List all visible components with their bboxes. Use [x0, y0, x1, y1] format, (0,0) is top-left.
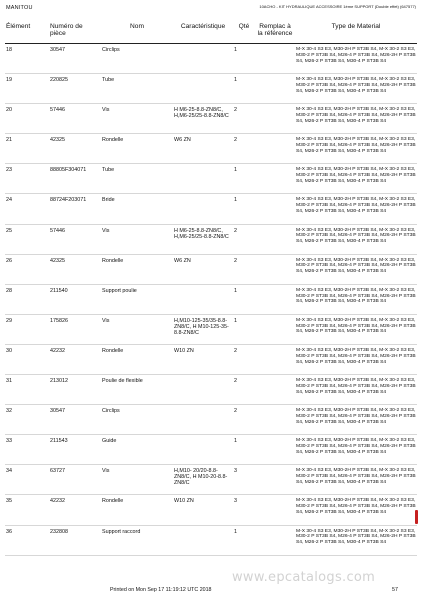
- cell-material-type: M-X 30-4 S3 E3, M30-2H P ST3B S4, M-X 30-2 S3 E3, M30-2 P ST3B S4, M26-4 P ST3B S4, M26-2H P ST3B S4, M26-2 P ST3B S4, M30-4 P ST3B S4: [295, 104, 417, 134]
- cell-replacement: [255, 465, 295, 495]
- cell-name: Circlips: [101, 44, 173, 74]
- cell-part-number: 63727: [49, 465, 101, 495]
- cell-element: 28: [5, 284, 49, 314]
- cell-quantity: 1: [233, 194, 255, 224]
- cell-element: 23: [5, 164, 49, 194]
- cell-replacement: [255, 194, 295, 224]
- cell-replacement: [255, 284, 295, 314]
- table-row: [5, 314, 417, 344]
- table-row: [5, 495, 417, 525]
- cell-material-type: M-X 30-4 S3 E3, M30-2H P ST3B S4, M-X 30-2 S3 E3, M30-2 P ST3B S4, M26-4 P ST3B S4, M26-2H P ST3B S4, M26-2 P ST3B S4, M30-4 P ST3B S4: [295, 284, 417, 314]
- cell-name: Rondelle: [101, 134, 173, 164]
- cell-quantity: 3: [233, 465, 255, 495]
- cell-element: 34: [5, 465, 49, 495]
- cell-material-type: M-X 30-4 S3 E3, M30-2H P ST3B S4, M-X 30-2 S3 E3, M30-2 P ST3B S4, M26-4 P ST3B S4, M26-2H P ST3B S4, M26-2 P ST3B S4, M30-4 P ST3B S4: [295, 375, 417, 405]
- table-row: [5, 194, 417, 224]
- brand-name: MANITOU: [6, 5, 33, 11]
- cell-characteristic: W10 ZN: [173, 344, 233, 374]
- cell-material-type: M-X 30-4 S3 E3, M30-2H P ST3B S4, M-X 30-2 S3 E3, M30-2 P ST3B S4, M26-4 P ST3B S4, M26-2H P ST3B S4, M26-2 P ST3B S4, M30-4 P ST3B S4: [295, 495, 417, 525]
- cell-element: 26: [5, 254, 49, 284]
- printed-date: Printed on Mon Sep 17 11:19:12 UTC 2018: [110, 587, 212, 593]
- cell-material-type: M-X 30-4 S3 E3, M30-2H P ST3B S4, M-X 30-2 S3 E3, M30-2 P ST3B S4, M26-4 P ST3B S4, M26-2H P ST3B S4, M26-2 P ST3B S4, M30-4 P ST3B S4: [295, 465, 417, 495]
- cell-characteristic: W6 ZN: [173, 134, 233, 164]
- table-row: [5, 224, 417, 254]
- cell-quantity: 2: [233, 104, 255, 134]
- cell-part-number: 42325: [49, 134, 101, 164]
- cell-quantity: 2: [233, 344, 255, 374]
- cell-characteristic: [173, 525, 233, 555]
- cell-characteristic: H M6-25-8.8-ZN8/C, H,M6-25/25-8.8-ZN8/C: [173, 104, 233, 134]
- cell-name: Rondelle: [101, 254, 173, 284]
- table-row: [5, 525, 417, 555]
- column-header-part-number: Numéro de pièce: [49, 20, 101, 44]
- page-footer: [0, 585, 422, 599]
- cell-quantity: 3: [233, 495, 255, 525]
- cell-part-number: 42232: [49, 344, 101, 374]
- cell-element: 25: [5, 224, 49, 254]
- cell-part-number: 220825: [49, 74, 101, 104]
- cell-part-number: 232808: [49, 525, 101, 555]
- cell-element: 21: [5, 134, 49, 164]
- cell-characteristic: W6 ZN: [173, 254, 233, 284]
- cell-element: 24: [5, 194, 49, 224]
- document-title: 10ACHO - KIT HYDRAULIQUE ACCESSOIRE 1ème SUPPORT (Double effet) (647577): [259, 4, 416, 9]
- cell-characteristic: W10 ZN: [173, 495, 233, 525]
- cell-quantity: 1: [233, 314, 255, 344]
- cell-name: Rondelle: [101, 495, 173, 525]
- table-row: [5, 375, 417, 405]
- page-edge-marker: [415, 510, 418, 524]
- cell-name: Rondelle: [101, 344, 173, 374]
- cell-characteristic: [173, 74, 233, 104]
- cell-element: 31: [5, 375, 49, 405]
- table-row: [5, 74, 417, 104]
- cell-part-number: 42232: [49, 495, 101, 525]
- cell-part-number: 57446: [49, 224, 101, 254]
- cell-quantity: 2: [233, 254, 255, 284]
- cell-material-type: M-X 30-4 S3 E3, M30-2H P ST3B S4, M-X 30-2 S3 E3, M30-2 P ST3B S4, M26-4 P ST3B S4, M26-2H P ST3B S4, M26-2 P ST3B S4, M30-4 P ST3B S4: [295, 405, 417, 435]
- cell-replacement: [255, 495, 295, 525]
- cell-replacement: [255, 74, 295, 104]
- cell-material-type: M-X 30-4 S3 E3, M30-2H P ST3B S4, M-X 30-2 S3 E3, M30-2 P ST3B S4, M26-4 P ST3B S4, M26-2H P ST3B S4, M26-2 P ST3B S4, M30-4 P ST3B S4: [295, 314, 417, 344]
- cell-quantity: 1: [233, 74, 255, 104]
- cell-part-number: 211543: [49, 435, 101, 465]
- cell-element: 36: [5, 525, 49, 555]
- cell-replacement: [255, 134, 295, 164]
- cell-part-number: 42325: [49, 254, 101, 284]
- cell-characteristic: [173, 435, 233, 465]
- table-row: [5, 465, 417, 495]
- table-row: [5, 104, 417, 134]
- page-number: 57: [392, 587, 398, 593]
- cell-quantity: 2: [233, 224, 255, 254]
- cell-name: Support poulie: [101, 284, 173, 314]
- header-row: [5, 20, 417, 44]
- table-row: [5, 435, 417, 465]
- cell-element: 19: [5, 74, 49, 104]
- cell-name: Tube: [101, 74, 173, 104]
- cell-element: 32: [5, 405, 49, 435]
- cell-material-type: M-X 30-4 S3 E3, M30-2H P ST3B S4, M-X 30-2 S3 E3, M30-2 P ST3B S4, M26-4 P ST3B S4, M26-2H P ST3B S4, M26-2 P ST3B S4, M30-4 P ST3B S4: [295, 525, 417, 555]
- column-header-replacement: Remplac à la référence: [255, 20, 295, 44]
- cell-replacement: [255, 525, 295, 555]
- cell-quantity: 1: [233, 525, 255, 555]
- cell-quantity: 1: [233, 164, 255, 194]
- cell-part-number: 88724F203071: [49, 194, 101, 224]
- cell-replacement: [255, 344, 295, 374]
- cell-replacement: [255, 164, 295, 194]
- watermark: www.epcatalogs.com: [232, 570, 376, 585]
- cell-material-type: M-X 30-4 S3 E3, M30-2H P ST3B S4, M-X 30-2 S3 E3, M30-2 P ST3B S4, M26-4 P ST3B S4, M26-2H P ST3B S4, M26-2 P ST3B S4, M30-4 P ST3B S4: [295, 164, 417, 194]
- table-row: [5, 164, 417, 194]
- table-row: [5, 254, 417, 284]
- table-row: [5, 134, 417, 164]
- parts-table-body: [5, 44, 417, 556]
- cell-replacement: [255, 314, 295, 344]
- cell-characteristic: H,M10-125-35/35-8.8-ZN8/C, H M10-125-35-8.8-ZN8/C: [173, 314, 233, 344]
- cell-part-number: 175826: [49, 314, 101, 344]
- cell-material-type: M-X 30-4 S3 E3, M30-2H P ST3B S4, M-X 30-2 S3 E3, M30-2 P ST3B S4, M26-4 P ST3B S4, M26-2H P ST3B S4, M26-2 P ST3B S4, M30-4 P ST3B S4: [295, 224, 417, 254]
- cell-name: Tube: [101, 164, 173, 194]
- table-row: [5, 44, 417, 74]
- cell-characteristic: [173, 164, 233, 194]
- cell-name: Guide: [101, 435, 173, 465]
- cell-material-type: M-X 30-4 S3 E3, M30-2H P ST3B S4, M-X 30-2 S3 E3, M30-2 P ST3B S4, M26-4 P ST3B S4, M26-2H P ST3B S4, M26-2 P ST3B S4, M30-4 P ST3B S4: [295, 44, 417, 74]
- cell-name: Vis: [101, 104, 173, 134]
- cell-material-type: M-X 30-4 S3 E3, M30-2H P ST3B S4, M-X 30-2 S3 E3, M30-2 P ST3B S4, M26-4 P ST3B S4, M26-2H P ST3B S4, M26-2 P ST3B S4, M30-4 P ST3B S4: [295, 74, 417, 104]
- column-header-material-type: Type de Material: [295, 20, 417, 44]
- cell-name: Vis: [101, 465, 173, 495]
- cell-part-number: 30547: [49, 405, 101, 435]
- cell-part-number: 88805F304071: [49, 164, 101, 194]
- table-row: [5, 344, 417, 374]
- cell-quantity: 2: [233, 405, 255, 435]
- table-row: [5, 284, 417, 314]
- cell-name: Vis: [101, 314, 173, 344]
- cell-part-number: 30547: [49, 44, 101, 74]
- cell-replacement: [255, 405, 295, 435]
- cell-material-type: M-X 30-4 S3 E3, M30-2H P ST3B S4, M-X 30-2 S3 E3, M30-2 P ST3B S4, M26-4 P ST3B S4, M26-2H P ST3B S4, M26-2 P ST3B S4, M30-4 P ST3B S4: [295, 194, 417, 224]
- cell-material-type: M-X 30-4 S3 E3, M30-2H P ST3B S4, M-X 30-2 S3 E3, M30-2 P ST3B S4, M26-4 P ST3B S4, M26-2H P ST3B S4, M26-2 P ST3B S4, M30-4 P ST3B S4: [295, 254, 417, 284]
- cell-quantity: 1: [233, 284, 255, 314]
- cell-characteristic: H,M10- 20/20-8.8-ZN8/C, H M10-20-8.8-ZN8/C: [173, 465, 233, 495]
- cell-part-number: 213012: [49, 375, 101, 405]
- cell-replacement: [255, 375, 295, 405]
- cell-replacement: [255, 254, 295, 284]
- cell-characteristic: [173, 194, 233, 224]
- parts-table: [5, 20, 417, 556]
- cell-element: 35: [5, 495, 49, 525]
- cell-name: Circlips: [101, 405, 173, 435]
- cell-part-number: 211540: [49, 284, 101, 314]
- cell-quantity: 1: [233, 435, 255, 465]
- column-header-quantity: Qté: [233, 20, 255, 44]
- cell-element: 30: [5, 344, 49, 374]
- cell-quantity: 2: [233, 375, 255, 405]
- table-row: [5, 405, 417, 435]
- cell-element: 18: [5, 44, 49, 74]
- cell-name: Support raccord: [101, 525, 173, 555]
- cell-material-type: M-X 30-4 S3 E3, M30-2H P ST3B S4, M-X 30-2 S3 E3, M30-2 P ST3B S4, M26-4 P ST3B S4, M26-2H P ST3B S4, M26-2 P ST3B S4, M30-4 P ST3B S4: [295, 134, 417, 164]
- cell-material-type: M-X 30-4 S3 E3, M30-2H P ST3B S4, M-X 30-2 S3 E3, M30-2 P ST3B S4, M26-4 P ST3B S4, M26-2H P ST3B S4, M26-2 P ST3B S4, M30-4 P ST3B S4: [295, 344, 417, 374]
- column-header-element: Élément: [5, 20, 49, 44]
- cell-characteristic: H M6-25-8.8-ZN8/C, H,M6-25/25-8.8-ZN8/C: [173, 224, 233, 254]
- cell-material-type: M-X 30-4 S3 E3, M30-2H P ST3B S4, M-X 30-2 S3 E3, M30-2 P ST3B S4, M26-4 P ST3B S4, M26-2H P ST3B S4, M26-2 P ST3B S4, M30-4 P ST3B S4: [295, 435, 417, 465]
- column-header-name: Nom: [101, 20, 173, 44]
- cell-replacement: [255, 44, 295, 74]
- column-header-characteristic: Caractéristique: [173, 20, 233, 44]
- cell-replacement: [255, 104, 295, 134]
- cell-characteristic: [173, 405, 233, 435]
- cell-replacement: [255, 435, 295, 465]
- cell-characteristic: [173, 44, 233, 74]
- cell-replacement: [255, 224, 295, 254]
- cell-name: Poulie de flexible: [101, 375, 173, 405]
- cell-element: 29: [5, 314, 49, 344]
- cell-quantity: 2: [233, 134, 255, 164]
- cell-element: 33: [5, 435, 49, 465]
- cell-part-number: 57446: [49, 104, 101, 134]
- cell-name: Vis: [101, 224, 173, 254]
- cell-characteristic: [173, 284, 233, 314]
- cell-characteristic: [173, 375, 233, 405]
- cell-name: Bride: [101, 194, 173, 224]
- cell-quantity: 1: [233, 44, 255, 74]
- cell-element: 20: [5, 104, 49, 134]
- page-header: [0, 0, 422, 18]
